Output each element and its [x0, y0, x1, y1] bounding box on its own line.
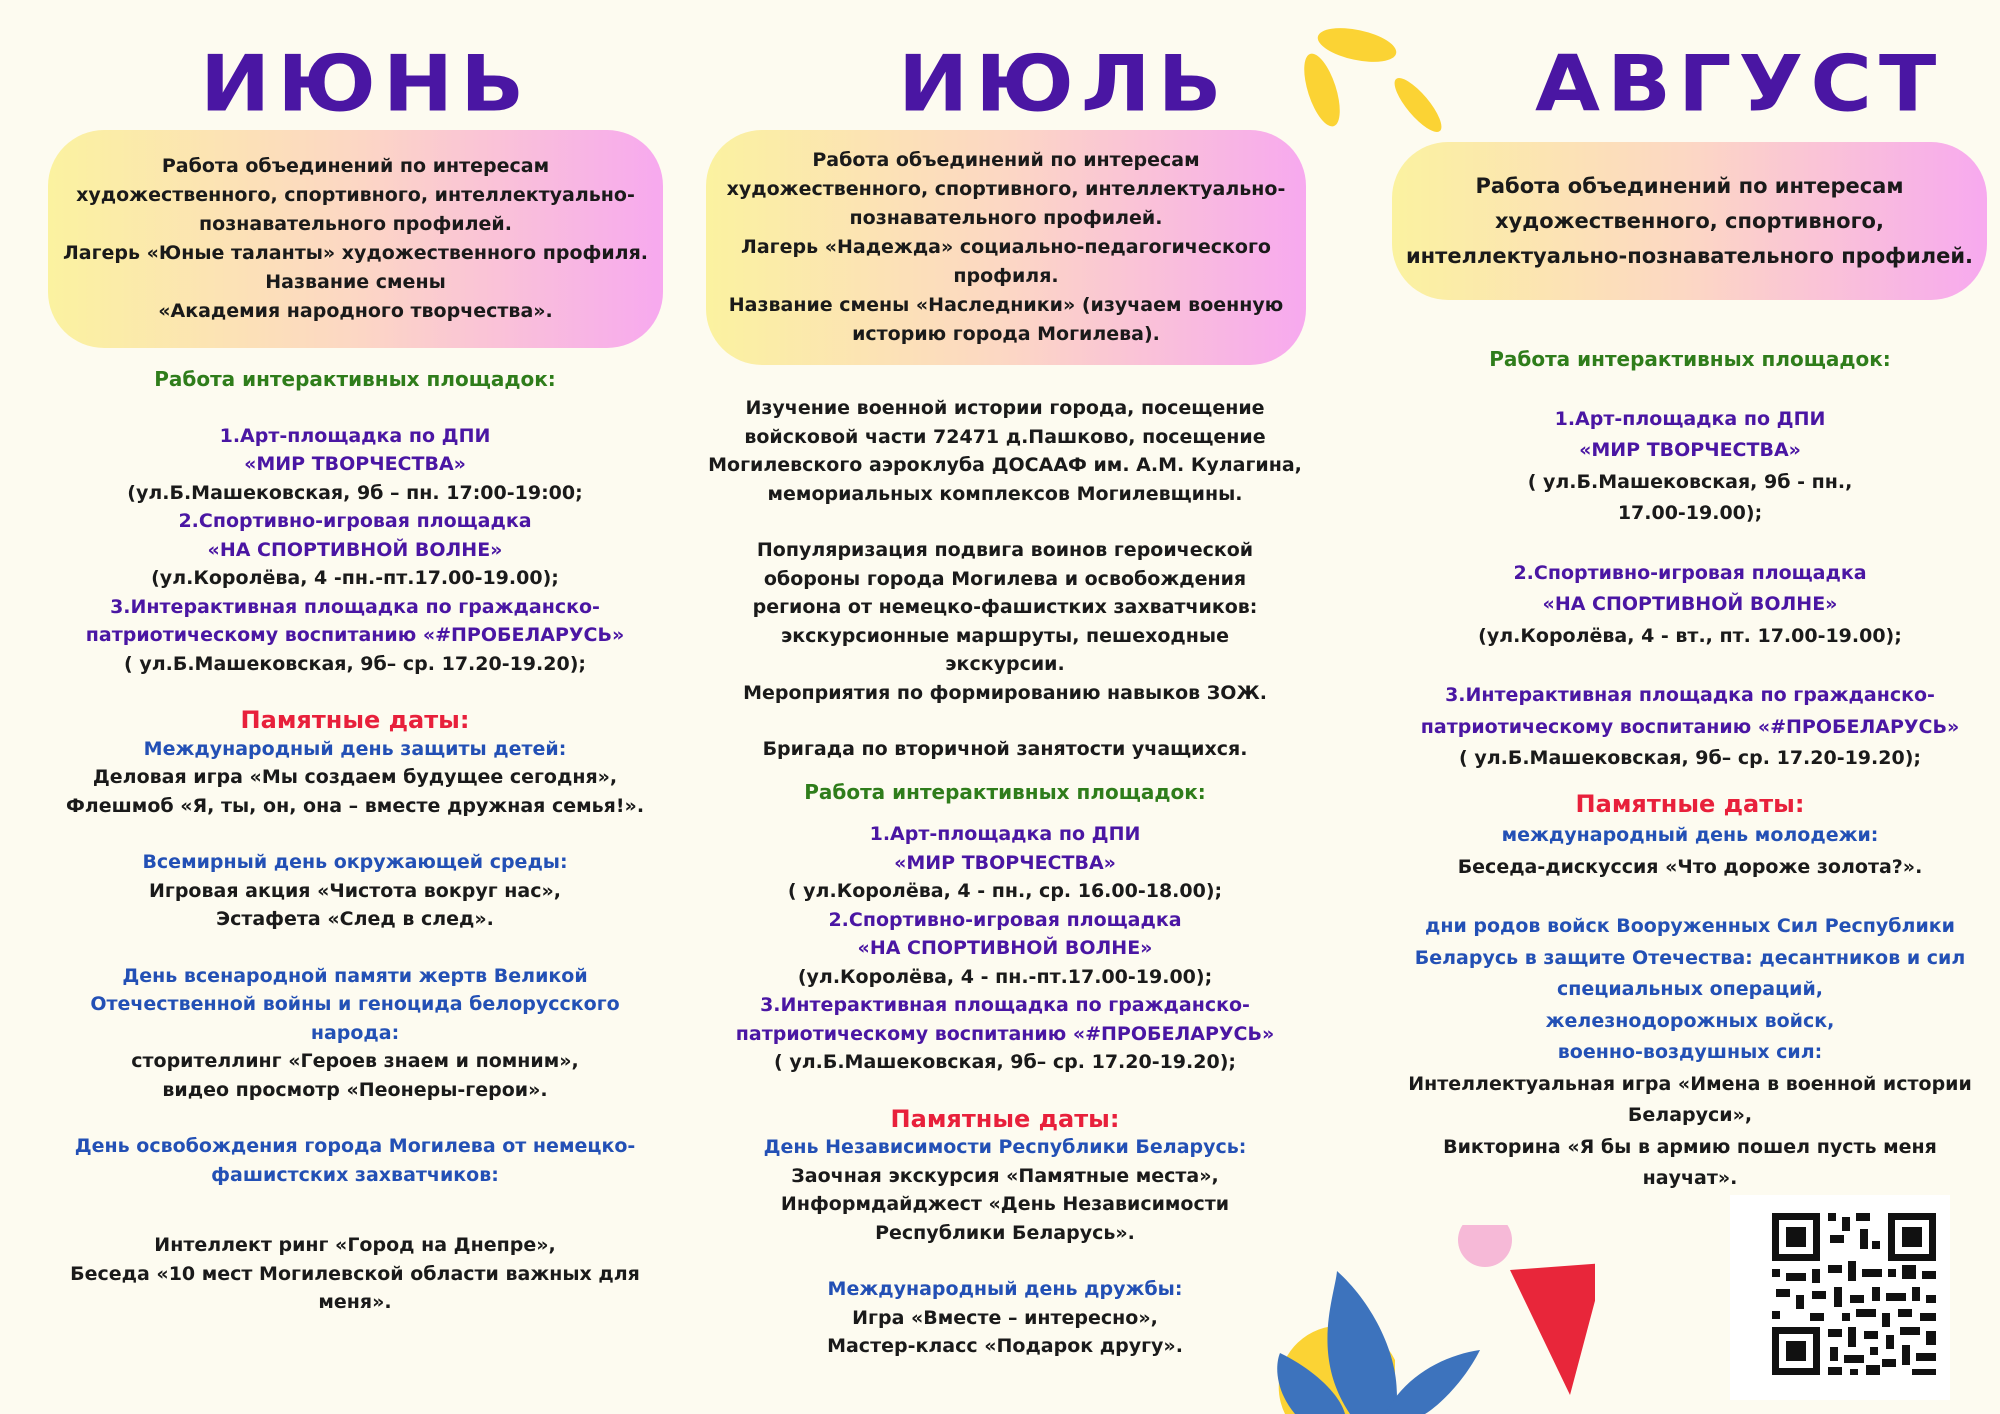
- july-d1-text: Информдайджест «День Независимости: [780, 1193, 1230, 1215]
- july-p3-title: 3.Интерактивная площадка по гражданско-: [760, 994, 1250, 1016]
- june-p2-info: (ул.Королёва, 4 -пн.-пт.17.00-19.00);: [151, 567, 559, 589]
- july-d1-title: День Независимости Республики Беларусь:: [763, 1136, 1247, 1158]
- june-d3-title: народа:: [310, 1021, 400, 1044]
- august-p1-info: ( ул.Б.Машековская, 9б - пн.,: [1527, 470, 1853, 493]
- june-d1-title: Международный день защиты детей:: [143, 737, 567, 760]
- july-d2-title: Международный день дружбы:: [827, 1278, 1183, 1300]
- june-d4-text: Беседа «10 мест Могилевской области важных для: [70, 1262, 640, 1285]
- august-bubble-line: интеллектуально-познавательного профилей.: [1405, 243, 1974, 268]
- july-p1-info: ( ул.Королёва, 4 - пн., ср. 16.00-18.00);: [787, 880, 1223, 902]
- august-dates-title: Памятные даты:: [1575, 789, 1805, 818]
- august-p3-info: ( ул.Б.Машековская, 9б– ср. 17.20-19.20);: [1459, 747, 1921, 769]
- qr-code-icon: [1730, 1195, 1950, 1400]
- june-content: [30, 365, 680, 1317]
- june-d4-title: фашистских захватчиков:: [211, 1163, 499, 1186]
- june-p3-title: патриотическому воспитанию «#ПРОБЕЛАРУСЬ»: [85, 624, 625, 646]
- july-bubble-line: познавательного профилей.: [849, 207, 1163, 229]
- july-p1-title: 1.Арт-площадка по ДПИ: [869, 823, 1141, 845]
- june-d2-text: Игровая акция «Чистота вокруг нас»,: [149, 879, 561, 902]
- june-d4-title: День освобождения города Могилева от немецко-: [74, 1135, 636, 1157]
- july-brigade: Бригада по вторичной занятости учащихся.: [762, 738, 1248, 760]
- july-dates-title: Памятные даты:: [890, 1104, 1120, 1133]
- july-bubble-line: профиля.: [953, 265, 1059, 287]
- july-bubble-line: Название смены «Наследники» (изучаем военную: [728, 294, 1284, 316]
- august-p1-name: «МИР ТВОРЧЕСТВА»: [1579, 439, 1801, 461]
- july-popularization: обороны города Могилева и освобождения: [763, 567, 1247, 590]
- august-info-bubble: [1392, 142, 1987, 300]
- july-d1-text: Республики Беларусь».: [875, 1221, 1135, 1244]
- july-p3-info: ( ул.Б.Машековская, 9б– ср. 17.20-19.20);: [774, 1051, 1236, 1073]
- august-d2-title: дни родов войск Вооруженных Сил Республики: [1424, 915, 1955, 937]
- june-d3-text: видео просмотр «Пеонеры-герои».: [162, 1078, 548, 1101]
- august-p1-title: 1.Арт-площадка по ДПИ: [1554, 407, 1826, 430]
- august-p2-title: 2.Спортивно-игровая площадка: [1513, 561, 1867, 584]
- july-p2-name: «НА СПОРТИВНОЙ ВОЛНЕ»: [857, 937, 1153, 959]
- august-p3-title: патриотическому воспитанию «#ПРОБЕЛАРУСЬ»: [1420, 715, 1960, 738]
- august-d1-title: международный день молодежи:: [1501, 824, 1879, 846]
- august-p1-info: 17.00-19.00);: [1617, 502, 1763, 524]
- july-d2-text: Игра «Вместе – интересно»,: [852, 1306, 1158, 1329]
- july-bubble-line: Работа объединений по интересам: [812, 149, 1200, 171]
- july-popularization: Мероприятия по формированию навыков ЗОЖ.: [743, 681, 1267, 704]
- june-d3-text: сторителлинг «Героев знаем и помним»,: [131, 1050, 579, 1072]
- june-bubble-line: художественного, спортивного, интеллектуально-: [76, 184, 635, 206]
- july-popularization: экскурсии.: [945, 653, 1065, 675]
- august-p2-name: «НА СПОРТИВНОЙ ВОЛНЕ»: [1542, 593, 1838, 615]
- august-d2-title: военно-воздушных сил:: [1557, 1041, 1823, 1063]
- july-popularization: экскурсионные маршруты, пешеходные: [781, 624, 1229, 647]
- august-d2-text: Беларуси»,: [1627, 1104, 1753, 1126]
- june-p1-name: «МИР ТВОРЧЕСТВА»: [244, 453, 466, 475]
- august-p3-title: 3.Интерактивная площадка по гражданско-: [1445, 684, 1935, 706]
- june-d4-text: Интеллект ринг «Город на Днепре»,: [154, 1234, 556, 1256]
- july-popularization: региона от немецко-фашистких захватчиков:: [752, 596, 1258, 618]
- july-intro: Могилевского аэроклуба ДОСААФ им. А.М. Кулагина,: [708, 454, 1302, 476]
- june-dates-title: Памятные даты:: [240, 706, 470, 734]
- june-d2-title: Всемирный день окружающей среды:: [142, 851, 568, 873]
- june-p3-info: ( ул.Б.Машековская, 9б– ср. 17.20-19.20);: [124, 652, 586, 675]
- august-d2-text: Викторина «Я бы в армию пошел пусть меня: [1443, 1135, 1937, 1158]
- july-bubble-line: художественного, спортивного, интеллектуально-: [726, 178, 1286, 200]
- august-d2-title: Беларусь в защите Отечества: десантников и сил: [1414, 946, 1966, 969]
- decor-yellow-petals: [1300, 10, 1450, 150]
- june-p1-info: (ул.Б.Машековская, 9б – пн. 17:00-19:00;: [127, 481, 583, 504]
- june-bubble-line: Название смены: [265, 271, 446, 293]
- july-intro: войсковой части 72471 д.Пашково, посещение: [744, 425, 1266, 448]
- june-d1-text: Флешмоб «Я, ты, он, она – вместе дружная семья!».: [65, 794, 645, 817]
- june-d1-text: Деловая игра «Мы создаем будущее сегодня»,: [92, 766, 618, 788]
- june-d4-text: меня».: [318, 1291, 392, 1313]
- june-p2-title: 2.Спортивно-игровая площадка: [178, 510, 532, 532]
- august-d1-text: Беседа-дискуссия «Что дороже золота?».: [1457, 855, 1923, 878]
- august-d2-text: Интеллектуальная игра «Имена в военной истории: [1408, 1072, 1972, 1095]
- august-bubble-line: Работа объединений по интересам: [1475, 173, 1904, 198]
- june-platforms-title: Работа интерактивных площадок:: [154, 367, 556, 391]
- july-bubble-line: историю города Могилева).: [852, 323, 1160, 345]
- june-bubble-line: Работа объединений по интересам: [161, 155, 550, 177]
- june-d3-title: Отечественной войны и геноцида белорусского: [90, 993, 620, 1015]
- august-bubble-line: художественного, спортивного,: [1495, 208, 1884, 233]
- august-platforms-title: Работа интерактивных площадок:: [1489, 347, 1891, 371]
- june-bubble-line: познавательного профилей.: [199, 213, 512, 235]
- august-content: [1365, 344, 2000, 1195]
- august-d2-title: специальных операций,: [1556, 978, 1824, 1000]
- june-p2-name: «НА СПОРТИВНОЙ ВОЛНЕ»: [207, 538, 503, 561]
- july-platforms-title: Работа интерактивных площадок:: [804, 779, 1206, 804]
- august-d2-title: железнодорожных войск,: [1545, 1009, 1835, 1032]
- july-intro: Изучение военной истории города, посещение: [745, 397, 1265, 419]
- qr-code[interactable]: [1730, 1195, 1950, 1400]
- june-title: ИЮНЬ: [200, 38, 532, 130]
- august-p2-info: (ул.Королёва, 4 - вт., пт. 17.00-19.00);: [1478, 624, 1902, 647]
- july-p2-title: 2.Спортивно-игровая площадка: [828, 908, 1182, 931]
- june-d2-text: Эстафета «След в след».: [216, 908, 494, 930]
- july-d1-text: Заочная экскурсия «Памятные места»,: [791, 1164, 1219, 1187]
- june-d3-title: День всенародной памяти жертв Великой: [122, 964, 588, 987]
- june-info-bubble: [48, 130, 663, 348]
- july-p3-title: патриотическому воспитанию «#ПРОБЕЛАРУСЬ»: [735, 1022, 1275, 1045]
- july-intro: мемориальных комплексов Могилевщины.: [767, 482, 1243, 505]
- july-info-bubble: [706, 130, 1306, 365]
- july-p2-info: (ул.Королёва, 4 - пн.-пт.17.00-19.00);: [797, 965, 1213, 988]
- july-title: ИЮЛЬ: [898, 38, 1229, 130]
- july-bubble-line: Лагерь «Надежда» социально-педагогического: [741, 236, 1271, 258]
- june-bubble-line: «Академия народного творчества».: [158, 300, 553, 322]
- july-d2-text: Мастер-класс «Подарок другу».: [827, 1335, 1183, 1357]
- july-popularization: Популяризация подвига воинов героической: [756, 539, 1254, 561]
- august-d2-text: научат».: [1642, 1167, 1738, 1189]
- june-bubble-line: Лагерь «Юные таланты» художественного профиля.: [62, 242, 648, 264]
- june-p1-title: 1.Арт-площадка по ДПИ: [219, 424, 491, 447]
- august-title: АВГУСТ: [1535, 38, 1944, 130]
- june-p3-title: 3.Интерактивная площадка по гражданско-: [110, 595, 600, 618]
- july-p1-name: «МИР ТВОРЧЕСТВА»: [894, 851, 1116, 874]
- july-content: [680, 394, 1330, 1361]
